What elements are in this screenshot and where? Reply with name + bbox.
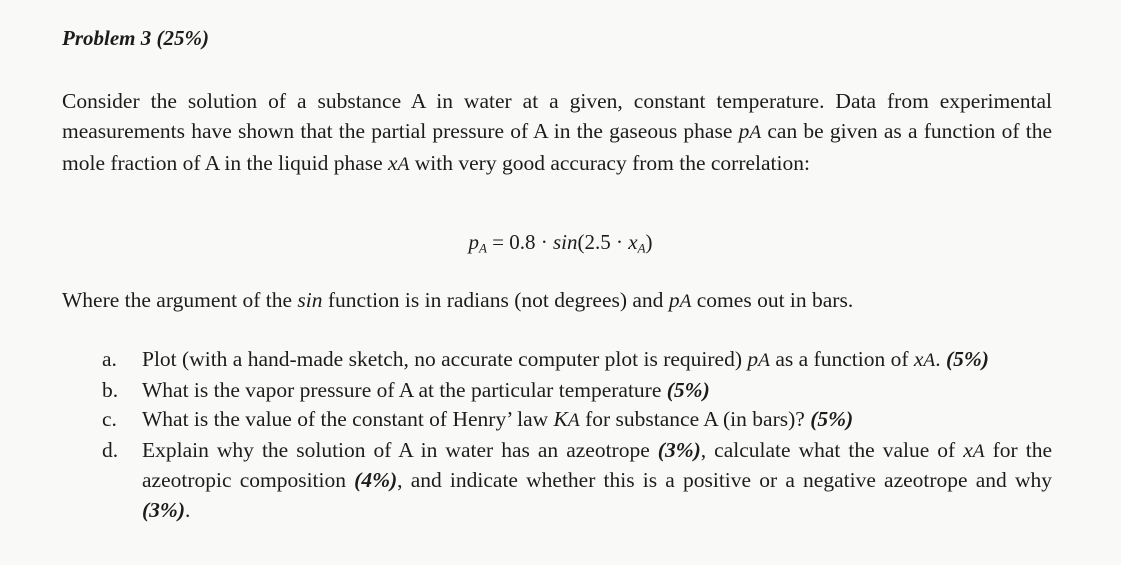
question-a-var-x: x (913, 347, 924, 371)
question-a-points: (5%) (945, 347, 989, 371)
intro-var-p: p (738, 119, 750, 143)
intro-sub-p: A (749, 122, 762, 143)
question-b-points: (5%) (666, 377, 710, 402)
question-c-var-k: K (553, 407, 568, 431)
formula-lhs-var: p (468, 230, 479, 254)
question-d-text-3: for the azeotropic composition (142, 437, 1052, 492)
where-sub: A (679, 291, 692, 312)
formula-fn: sin (553, 230, 578, 254)
question-a-sub-x: A (923, 350, 936, 371)
formula-lhs-sub: A (478, 240, 487, 256)
intro-paragraph (62, 86, 1052, 180)
question-a-var-p: p (747, 347, 759, 371)
where-var: p (668, 288, 680, 312)
question-c-text-2: for substance A (in bars)? (579, 407, 811, 431)
intro-sub-x: A (397, 154, 410, 175)
question-d-points-1: (3%) (657, 437, 701, 462)
question-item-d (62, 436, 1052, 526)
where-fn: sin (297, 288, 323, 312)
question-label: c. (102, 407, 117, 431)
question-d-text-5: . (184, 497, 191, 522)
question-d-points-2: (4%) (354, 468, 398, 492)
question-item-a (62, 345, 1052, 376)
question-a-text-2: as a function of (769, 347, 914, 371)
question-d-text-4: , and indicate whether this is a positive or a negative azeotrope and why (397, 468, 1052, 492)
question-d-sub-x: A (972, 440, 985, 462)
question-c-sub-k: A (567, 410, 580, 431)
question-b-text-1: What is the vapor pressure of A at the particular temperature (142, 377, 667, 402)
question-d-text-2: , calculate what the value of (700, 437, 964, 462)
formula-close: ) (645, 230, 653, 254)
question-text (142, 405, 1052, 436)
question-d-text-1: Explain why the solution of A in water has an azeotrope (142, 437, 658, 462)
where-text-2: function is in radians (not degrees) and (322, 288, 669, 312)
question-item-b (62, 376, 1052, 406)
question-a-sub-p: A (758, 350, 770, 371)
question-text (142, 376, 1052, 406)
where-text-3: comes out in bars. (691, 288, 854, 312)
question-c-text-1: What is the value of the constant of Henry’ law (142, 407, 554, 431)
intro-text-1: Consider the solution of a substance A in water at a given, constant temperature. Data from experimental measurements have shown that the partial pressure of A in the gaseous phase (62, 89, 1052, 143)
formula-arg: (2.5 · (577, 230, 629, 254)
intro-var-x: x (388, 151, 398, 175)
question-c-points: (5%) (810, 407, 854, 431)
formula-rhs-sub: A (637, 240, 646, 256)
problem-title: Problem 3 (25%) (62, 26, 209, 50)
intro-text-2: can be given as a function of the mole fraction of A in the liquid phase (62, 119, 1053, 175)
formula-rhs-var: x (628, 230, 638, 254)
correlation-formula (0, 230, 1121, 256)
question-a-text-3: . (935, 347, 946, 371)
where-text-1: Where the argument of the (62, 288, 298, 312)
question-item-c (62, 405, 1052, 436)
formula-mid: = 0.8 · (486, 230, 553, 254)
where-paragraph (62, 288, 1062, 313)
question-d-var-x: x (963, 437, 973, 462)
question-label: d. (102, 437, 119, 462)
question-text (142, 436, 1052, 526)
intro-text-3: with very good accuracy from the correlation: (409, 151, 810, 175)
question-label: a. (102, 347, 117, 371)
question-a-text-1: Plot (with a hand-made sketch, no accurate computer plot is required) (142, 347, 748, 371)
question-list (62, 345, 1052, 525)
question-label: b. (102, 377, 119, 402)
question-text (142, 345, 1052, 376)
question-d-points-3: (3%) (142, 497, 185, 522)
